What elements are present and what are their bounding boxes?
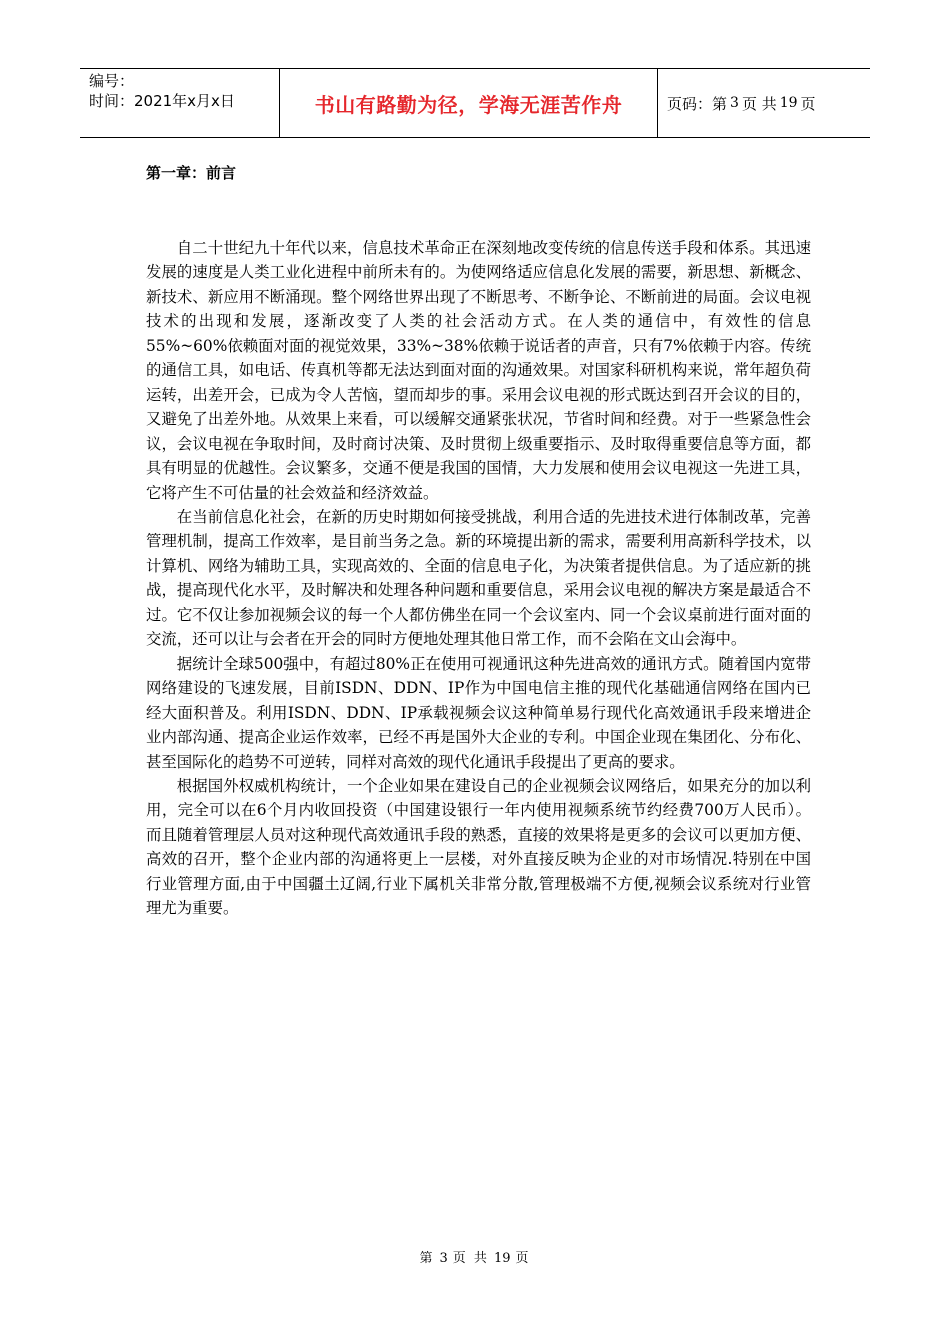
body-text <box>146 236 811 921</box>
footer-prefix: 第 <box>419 1251 435 1266</box>
footer-mid: 页 共 <box>452 1251 489 1266</box>
header-page-mid: 页 共 <box>741 94 777 113</box>
paragraph: 在当前信息化社会，在新的历史时期如何接受挑战，利用合适的先进技术进行体制改革，完善管理机制，提高工作效率，是目前当务之急。新的环境提出新的需求，需要利用高新科学技术，以计算机、网络为辅助工具，实现高效的、全面的信息电子化，为决策者提供信息。为了适应新的挑战，提高现代化水平，及时解决和处理各种问题和重要信息，采用会议电视的解决方案是最适合不过。它不仅让参加视频会议的每一个人都仿佛坐在同一个会议室内、同一个会议桌前进行面对面的交流，还可以让与会者在开会的同时方便地处理其他日常工作，而不会陷在文山会海中。 <box>146 507 811 649</box>
footer-suffix: 页 <box>515 1251 531 1266</box>
document-time-label: 时间：2021年x月x日 <box>89 92 235 110</box>
footer-page-current: 3 <box>439 1251 448 1266</box>
header-page-number <box>658 69 870 137</box>
header-motto: 书山有路勤为径，学海无涯苦作舟 <box>280 69 658 137</box>
header-page-suffix: 页 <box>800 94 816 113</box>
header-left-cell <box>80 69 280 137</box>
footer-page-total: 19 <box>493 1251 511 1266</box>
header-page-prefix: 页码：第 <box>667 94 728 113</box>
header-page-total: 19 <box>779 95 798 111</box>
document-number-label: 编号： <box>89 72 135 90</box>
paragraph: 据统计全球500强中，有超过80%正在使用可视通讯这种先进高效的通讯方式。随着国内宽带网络建设的飞速发展，目前ISDN、DDN、IP作为中国电信主推的现代化基础通信网络在国内已经大面积普及。利用ISDN、DDN、IP承载视频会议这种简单易行现代化高效通讯手段来增进企业内部沟通、提高企业运作效率，已经不再是国外大企业的专利。中国企业现在集团化、分布化、甚至国际化的趋势不可逆转，同样对高效的现代化通讯手段提出了更高的要求。 <box>146 654 811 771</box>
chapter-title: 第一章：前言 <box>146 164 237 182</box>
paragraph: 自二十世纪九十年代以来，信息技术革命正在深刻地改变传统的信息传送手段和体系。其迅速发展的速度是人类工业化进程中前所未有的。为使网络适应信息化发展的需要，新思想、新概念、新技术、新应用不断涌现。整个网络世界出现了不断思考、不断争论、不断前进的局面。会议电视技术的出现和发展，逐渐改变了人类的社会活动方式。在人类的通信中，有效性的信息55%~60%依赖面对面的视觉效果，33%~38%依赖于说话者的声音，只有7%依赖于内容。传统的通信工具，如电话、传真机等都无法达到面对面的沟通效果。对国家科研机构来说，常年超负荷运转，出差开会，已成为令人苦恼，望而却步的事。采用会议电视的形式既达到召开会议的目的，又避免了出差外地。从效果上来看，可以缓解交通紧张状况，节省时间和经费。对于一些紧急性会议，会议电视在争取时间，及时商讨决策、及时贯彻上级重要指示、及时取得重要信息等方面，都具有明显的优越性。会议繁多，交通不便是我国的国情，大力发展和使用会议电视这一先进工具，它将产生不可估量的社会效益和经济效益。 <box>146 239 811 502</box>
header-page-current: 3 <box>730 95 739 111</box>
page-header <box>80 68 870 138</box>
page-footer <box>0 1247 950 1266</box>
paragraph: 根据国外权威机构统计，一个企业如果在建设自己的企业视频会议网络后，如果充分的加以利用，完全可以在6个月内收回投资（中国建设银行一年内使用视频系统节约经费700万人民币）。 而且随着管理层人员对这种现代高效通讯手段的熟悉，直接的效果将是更多的会议可以更加方便、高效的召开，整个企业内部的沟通将更上一层楼，对外直接反映为企业的对市场情况.特别在中国行业管理方面,由于中国疆土辽阔,行业下属机关非常分散,管理极端不方便,视频会议系统对行业管理尤为重要。 <box>146 776 811 918</box>
